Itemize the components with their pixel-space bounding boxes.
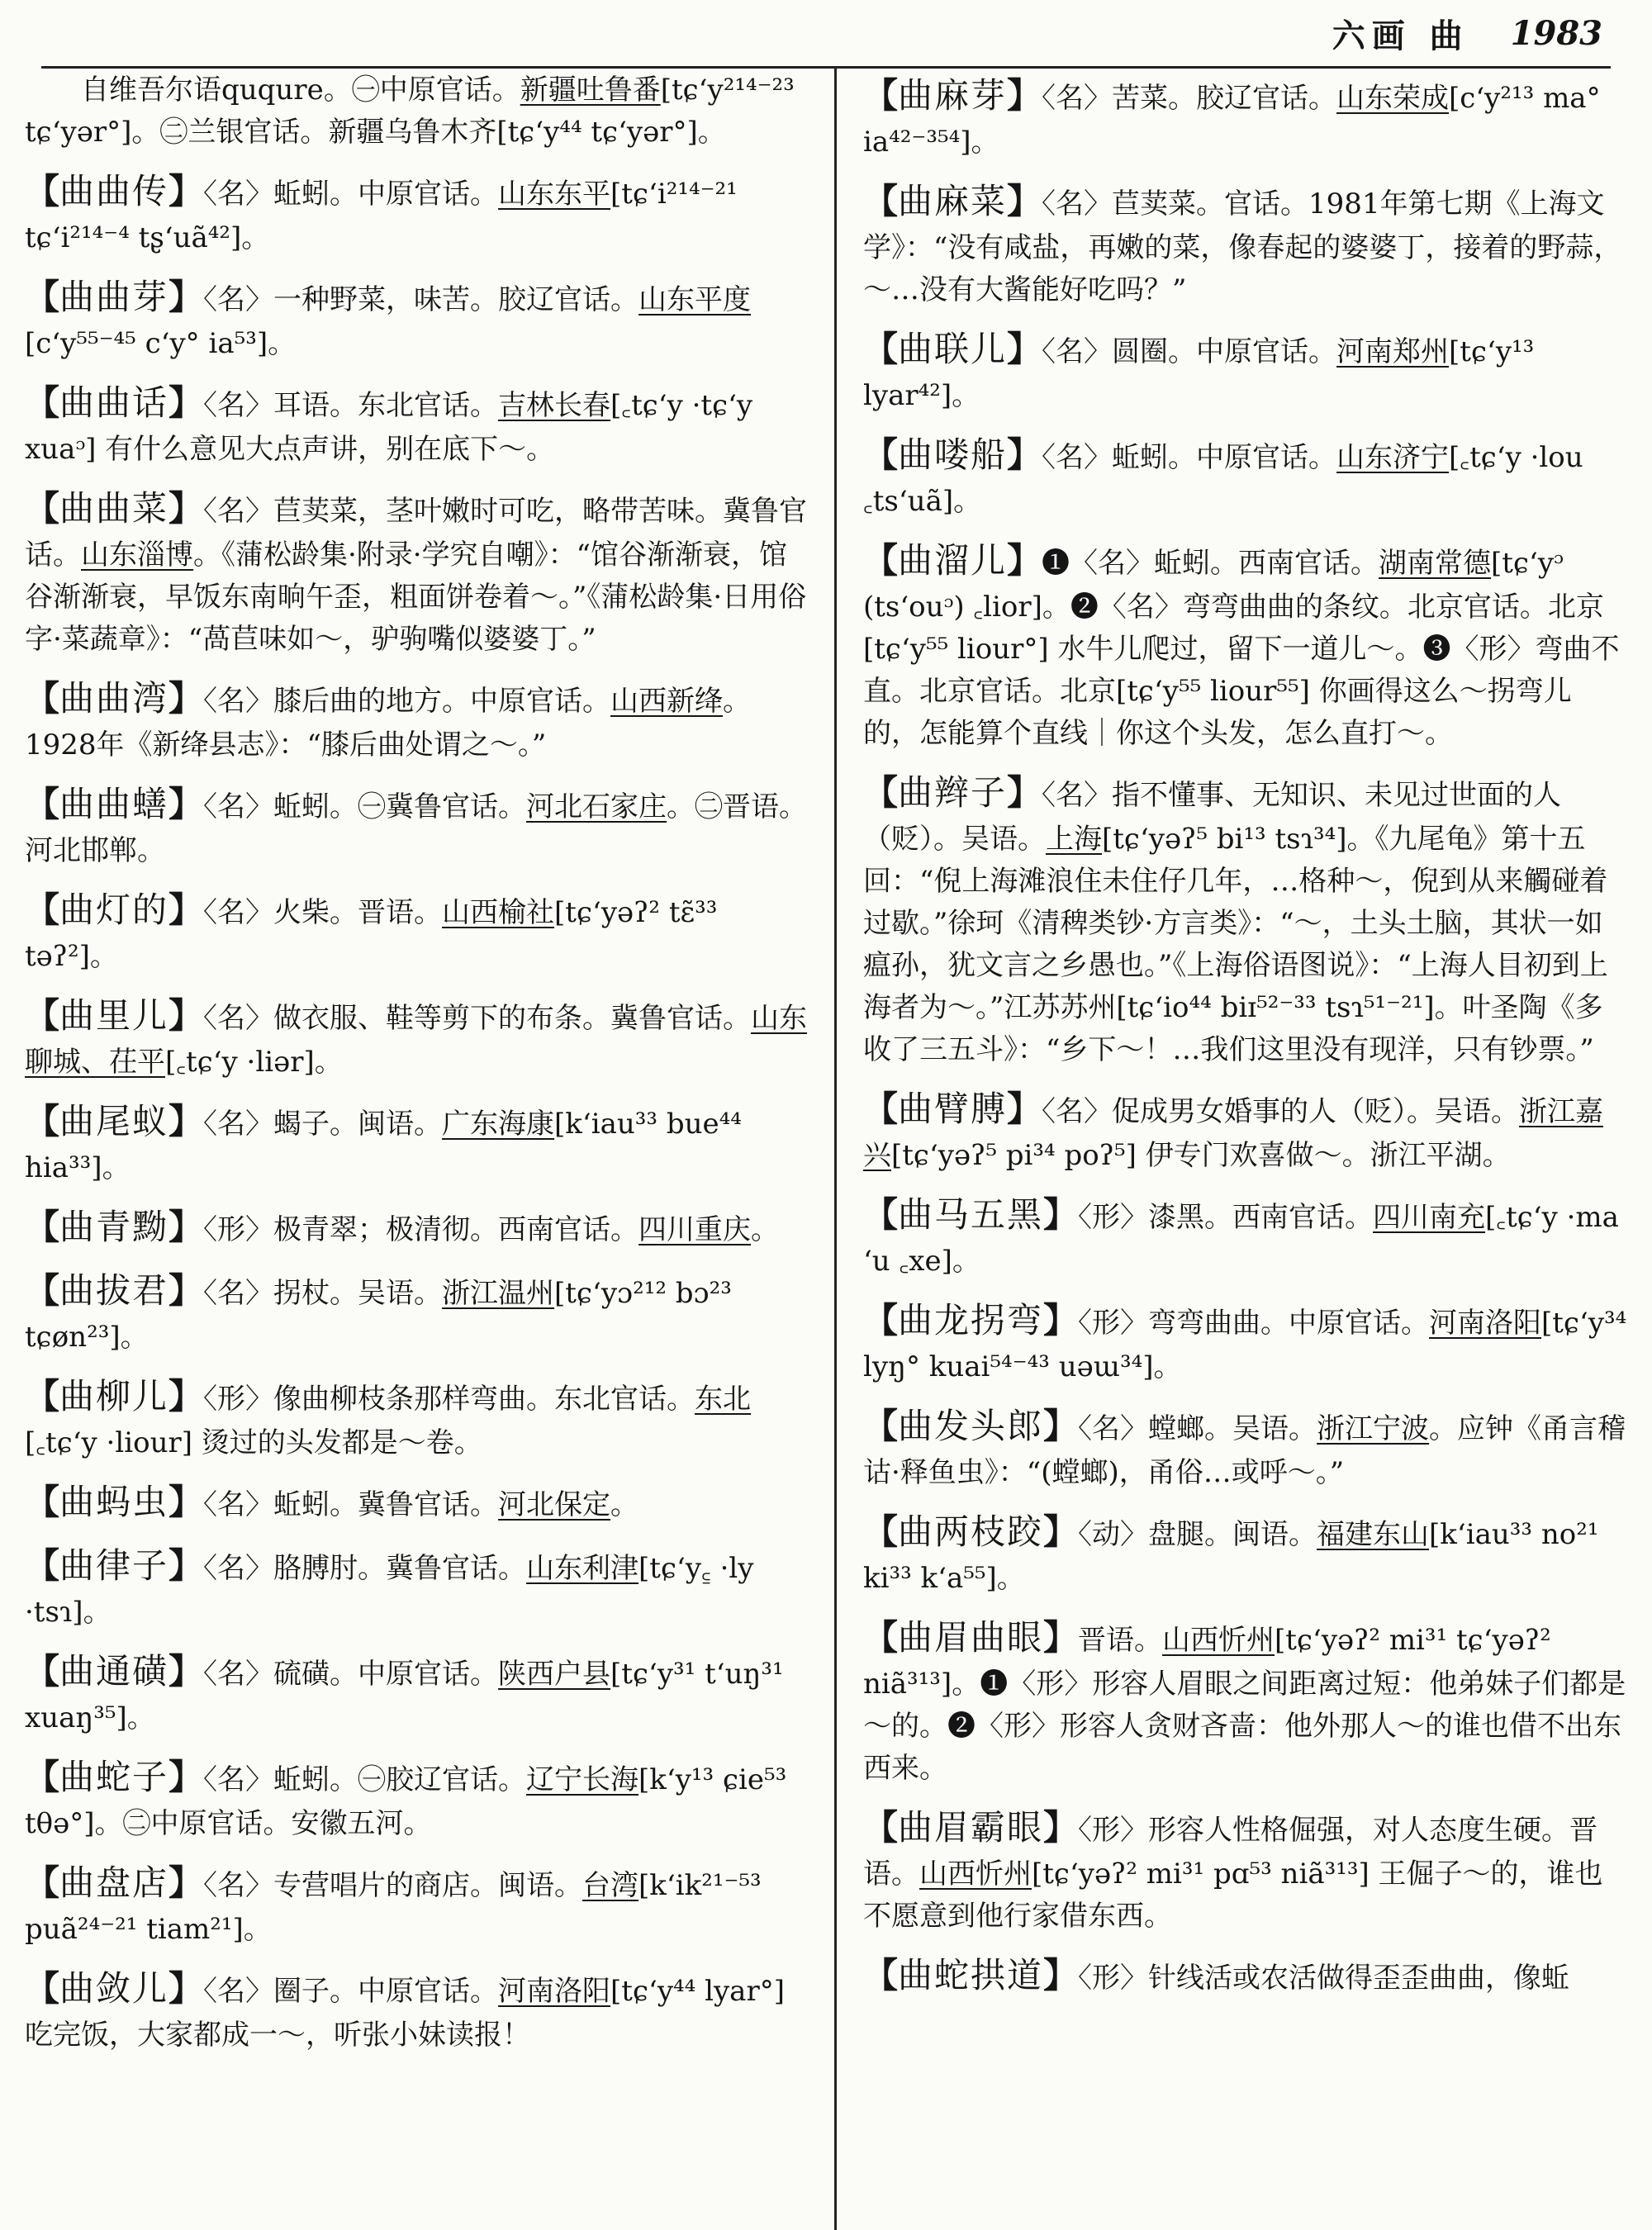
headword: 【曲发头郎】 bbox=[863, 1406, 1079, 1446]
headword: 【曲龙拐弯】 bbox=[863, 1300, 1079, 1340]
dictionary-entry: 【曲灯的】〈名〉火柴。晋语。山西榆社[tɕʻyəʔ² tɛ̃³³ təʔ²]。 bbox=[25, 890, 718, 973]
place-name: 河北石家庄 bbox=[526, 790, 667, 823]
dictionary-entry: 【曲蚂虫】〈名〉蚯蚓。冀鲁官话。河北保定。 bbox=[25, 1482, 639, 1522]
place-name: 山东荣成 bbox=[1336, 82, 1450, 115]
headword: 【曲曲传】 bbox=[25, 171, 204, 211]
place-name: 山西忻州 bbox=[919, 1858, 1032, 1891]
headword: 【曲麻芽】 bbox=[863, 75, 1042, 116]
headword: 【曲两枝跤】 bbox=[863, 1511, 1079, 1552]
dictionary-entry: 【曲曲芽】〈名〉一种野菜，味苦。胶辽官话。山东平度[cʻy⁵⁵⁻⁴⁵ cʻy° ia⁵³]。 bbox=[25, 277, 752, 360]
headword: 【曲臂膊】 bbox=[863, 1089, 1042, 1129]
place-name: 河南洛阳 bbox=[498, 1975, 611, 2008]
dictionary-entry: 【曲眉霸眼】〈形〉形容人性格倔强，对人态度生硬。晋语。山西忻州[tɕʻyəʔ² mi³¹ pɑ⁵³ niã³¹³] 王倔子～的，谁也不愿意到他行家借东西。 bbox=[863, 1807, 1603, 1933]
headword: 【曲曲话】 bbox=[25, 382, 204, 423]
dictionary-entry: 【曲盘店】〈名〉专营唱片的商店。闽语。台湾[kʻik²¹⁻⁵³ puã²⁴⁻²¹ tiam²¹]。 bbox=[25, 1862, 762, 1946]
headword: 【曲曲湾】 bbox=[25, 678, 204, 719]
headword: 【曲通磺】 bbox=[25, 1651, 204, 1691]
place-name: 浙江温州 bbox=[442, 1277, 555, 1310]
dictionary-entry: 【曲溜儿】❶〈名〉蚯蚓。西南官话。湖南常德[tɕʻyᵓ (tsʻouᵓ) ꜀lior]。❷〈名〉弯弯曲曲的条纹。北京官话。北京[tɕʻy⁵⁵ liour°] 水牛儿爬过，留下一道儿～。❸〈形〉弯曲不直。北京官话。北京[tɕʻy⁵⁵ liour⁵⁵] 你画得这么～拐弯儿的，怎能算个直线｜你这个头发，怎么直打～。 bbox=[863, 540, 1620, 750]
place-name: 东北 bbox=[695, 1383, 752, 1416]
place-name: 吉林长春 bbox=[498, 389, 611, 422]
dictionary-entry: 【曲联儿】〈名〉圆圈。中原官话。河南郑州[tɕʻy¹³ lyar⁴²]。 bbox=[863, 329, 1535, 412]
page-header bbox=[41, 0, 1611, 66]
headword: 【曲眉曲眼】 bbox=[863, 1617, 1079, 1658]
headword: 【曲马五黑】 bbox=[863, 1194, 1079, 1235]
headword: 【曲联儿】 bbox=[863, 329, 1042, 369]
place-name: 四川南充 bbox=[1373, 1201, 1486, 1234]
section-title: 六画 曲 bbox=[1332, 16, 1469, 55]
headword: 【曲辫子】 bbox=[863, 772, 1042, 813]
place-name: 浙江嘉兴 bbox=[863, 1095, 1604, 1172]
dictionary-entry: 【曲龙拐弯】〈形〉弯弯曲曲。中原官话。河南洛阳[tɕʻy³⁴ lyŋ° kuai⁵⁴⁻⁴³ uəɯ³⁴]。 bbox=[863, 1300, 1627, 1383]
headword: 【曲麻菜】 bbox=[863, 181, 1042, 221]
dictionary-entry: 【曲麻芽】〈名〉苦菜。胶辽官话。山东荣成[cʻy²¹³ ma° ia⁴²⁻³⁵⁴]。 bbox=[863, 75, 1601, 159]
dictionary-entry: 【曲喽船】〈名〉蚯蚓。中原官话。山东济宁[꜀tɕʻy ·lou ꜀tsʻuã]。 bbox=[863, 434, 1583, 518]
place-name: 河北保定 bbox=[498, 1488, 611, 1521]
dictionary-entry: 【曲柳儿】〈形〉像曲柳枝条那样弯曲。东北官话。东北[꜀tɕʻy ·liour] 烫过的头发都是～卷。 bbox=[25, 1376, 752, 1459]
place-name: 山东平度 bbox=[638, 283, 752, 316]
dictionary-entry: 【曲曲菜】〈名〉苣荬菜，茎叶嫩时可吃，略带苦味。冀鲁官话。山东淄博。《蒲松龄集·附录·学究自嘲》：“馆谷渐渐衰，馆谷渐渐衰，早饭东南晌午歪，粗面饼卷着～。”《蒲松龄集·日用俗字·菜蔬章》：“萵苣味如～，驴驹嘴似婆婆丁。” bbox=[25, 488, 808, 656]
place-name: 辽宁长海 bbox=[526, 1763, 639, 1796]
headword: 【曲蛇子】 bbox=[25, 1757, 204, 1797]
dictionary-entry: 【曲马五黑】〈形〉漆黑。西南官话。四川南充[꜀tɕʻy ·ma ʻu ꜀xe]。 bbox=[863, 1194, 1619, 1278]
place-name: 山东东平 bbox=[498, 178, 611, 211]
dictionary-entry: 【曲青黝】〈形〉极青翠；极清彻。西南官话。四川重庆。 bbox=[25, 1207, 780, 1247]
headword: 【曲青黝】 bbox=[25, 1207, 204, 1247]
column-divider bbox=[834, 66, 837, 2230]
headword: 【曲溜儿】 bbox=[863, 540, 1042, 581]
place-name: 浙江宁波 bbox=[1317, 1412, 1430, 1445]
headword: 【曲律子】 bbox=[25, 1545, 204, 1586]
place-name: 湖南常德 bbox=[1379, 547, 1492, 580]
dictionary-entry: 【曲里儿】〈名〉做衣服、鞋等剪下的布条。冀鲁官话。山东聊城、茌平[꜀tɕʻy ·liər]。 bbox=[25, 995, 808, 1079]
dictionary-entry: 【曲敛儿】〈名〉圈子。中原官话。河南洛阳[tɕʻy⁴⁴ lyar°] 吃完饭，大家都成一～，听张小妹读报！ bbox=[25, 1968, 785, 2052]
place-name: 山西新绛 bbox=[610, 685, 724, 718]
place-name: 山东淄博 bbox=[81, 539, 193, 572]
headword: 【曲曲蟮】 bbox=[25, 784, 204, 824]
headword: 【曲曲菜】 bbox=[25, 488, 204, 529]
dictionary-entry: 【曲蛇拱道】〈形〉针线活或农活做得歪歪曲曲，像蚯 bbox=[863, 1955, 1570, 1995]
page-number: 1983 bbox=[1510, 13, 1602, 53]
dictionary-entry: 【曲曲话】〈名〉耳语。东北官话。吉林长春[꜀tɕʻy ·tɕʻy xuaᵓ] 有什么意见大点声讲，别在底下～。 bbox=[25, 382, 753, 466]
headword: 【曲柳儿】 bbox=[25, 1376, 204, 1416]
place-name: 福建东山 bbox=[1317, 1518, 1430, 1551]
dictionary-entry: 【曲曲湾】〈名〉膝后曲的地方。中原官话。山西新绛。1928年《新绛县志》：“膝后曲处谓之～。” bbox=[25, 678, 752, 762]
headword: 【曲敛儿】 bbox=[25, 1968, 204, 2009]
place-name: 山东聊城、茌平 bbox=[25, 1002, 808, 1079]
place-name: 陕西户县 bbox=[498, 1658, 611, 1691]
headword: 【曲盘店】 bbox=[25, 1862, 204, 1903]
dictionary-entry: 【曲律子】〈名〉胳膊肘。冀鲁官话。山东利津[tɕʻy꜁ ·ly ·tsɿ]。 bbox=[25, 1545, 754, 1629]
header-rule bbox=[41, 66, 1611, 69]
headword: 【曲灯的】 bbox=[25, 890, 204, 930]
place-name: 广东海康 bbox=[442, 1108, 555, 1141]
dictionary-entry: 【曲尾蚁】〈名〉蝎子。闽语。广东海康[kʻiau³³ bue⁴⁴ hia³³]。 bbox=[25, 1101, 742, 1184]
headword: 【曲眉霸眼】 bbox=[863, 1807, 1079, 1848]
place-name: 上海 bbox=[1046, 823, 1102, 856]
dictionary-entry: 【曲曲蟮】〈名〉蚯蚓。㊀冀鲁官话。河北石家庄。㊁晋语。河北邯郸。 bbox=[25, 784, 808, 867]
headword: 【曲蛇拱道】 bbox=[863, 1955, 1079, 1995]
dictionary-entry: 【曲曲传】〈名〉蚯蚓。中原官话。山东东平[tɕʻi²¹⁴⁻²¹ tɕʻi²¹⁴⁻⁴ tʂʻuã⁴²]。 bbox=[25, 171, 738, 254]
left-column bbox=[25, 69, 809, 2068]
headword: 【曲曲芽】 bbox=[25, 277, 204, 317]
right-column bbox=[863, 69, 1627, 2013]
dictionary-entry: 【曲通磺】〈名〉硫磺。中原官话。陕西户县[tɕʻy³¹ tʻuŋ³¹ xuaŋ³⁵]。 bbox=[25, 1651, 784, 1734]
dictionary-entry: 【曲蛇子】〈名〉蚯蚓。㊀胶辽官话。辽宁长海[kʻy¹³ ɕie⁵³ tθə°]。㊁中原官话。安徽五河。 bbox=[25, 1757, 787, 1840]
dictionary-entry: 【曲眉曲眼】晋语。山西忻州[tɕʻyəʔ² mi³¹ tɕʻyəʔ² niã³¹³]。❶〈形〉形容人眉眼之间距离过短：他弟妹子们都是～的。❷〈形〉形容人贪财吝啬：他外那人～的谁也借不出东西来。 bbox=[863, 1617, 1626, 1785]
place-name: 河南郑州 bbox=[1336, 335, 1450, 368]
place-name: 四川重庆 bbox=[638, 1213, 752, 1246]
dictionary-entry: 【曲拔君】〈名〉拐杖。吴语。浙江温州[tɕʻyɔ²¹² bɔ²³ tɕøn²³]。 bbox=[25, 1270, 732, 1354]
dictionary-entry: 【曲麻菜】〈名〉苣荬菜。官话。1981年第七期《上海文学》：“没有咸盐，再嫩的菜，像春起的婆婆丁，接着的野蒜，～…没有大酱能好吃吗？” bbox=[863, 181, 1622, 306]
headword: 【曲尾蚁】 bbox=[25, 1101, 204, 1141]
dictionary-entry: 【曲两枝跤】〈动〉盘腿。闽语。福建东山[kʻiau³³ no²¹ ki³³ kʻa⁵⁵]。 bbox=[863, 1511, 1599, 1595]
headword: 【曲里儿】 bbox=[25, 995, 204, 1036]
place-name: 山东利津 bbox=[526, 1552, 639, 1585]
place-name: 山西忻州 bbox=[1162, 1624, 1275, 1657]
place-name: 台湾 bbox=[582, 1869, 639, 1902]
dictionary-entry: 【曲辫子】〈名〉指不懂事、无知识、未见过世面的人（贬）。吴语。上海[tɕʻyəʔ⁵ bi¹³ tsɿ³⁴]。《九尾龟》第十五回：“倪上海滩浪住未住仔几年，…格种～，倪到从来觸碰着过歇。”徐珂《清稗类钞·方言类》：“～，土头土脑，其状一如瘟孙，犹文言之乡愚也。”《上海俗语图说》：“上海人目初到上海者为～。”江苏苏州[tɕʻio⁴⁴ biɪ⁵²⁻³³ tsɿ⁵¹⁻²¹]。叶圣陶《多收了三五斗》：“乡下～！…我们这里没有现洋，只有钞票。” bbox=[863, 772, 1608, 1066]
dictionary-entry: 【曲发头郎】〈名〉螳螂。吴语。浙江宁波。应钟《甬言稽诂·释鱼虫》：“(螳螂)，甬俗…或呼～。” bbox=[863, 1406, 1626, 1489]
headword: 【曲喽船】 bbox=[863, 434, 1042, 475]
continuation-entry: 自维吾尔语ququre。㊀中原官话。新疆吐鲁番[tɕʻy²¹⁴⁻²³ tɕʻyər°]。㊁兰银官话。新疆乌鲁木齐[tɕʻy⁴⁴ tɕʻyər°]。 bbox=[25, 74, 795, 149]
dictionary-entry: 【曲臂膊】〈名〉促成男女婚事的人（贬）。吴语。浙江嘉兴[tɕʻyəʔ⁵ pi³⁴ poʔ⁵] 伊专门欢喜做～。浙江平湖。 bbox=[863, 1089, 1604, 1172]
place-name: 山西榆社 bbox=[442, 896, 555, 929]
place-name: 山东济宁 bbox=[1336, 441, 1450, 474]
place-name: 河南洛阳 bbox=[1429, 1307, 1542, 1340]
headword: 【曲拔君】 bbox=[25, 1270, 204, 1311]
headword: 【曲蚂虫】 bbox=[25, 1482, 204, 1522]
